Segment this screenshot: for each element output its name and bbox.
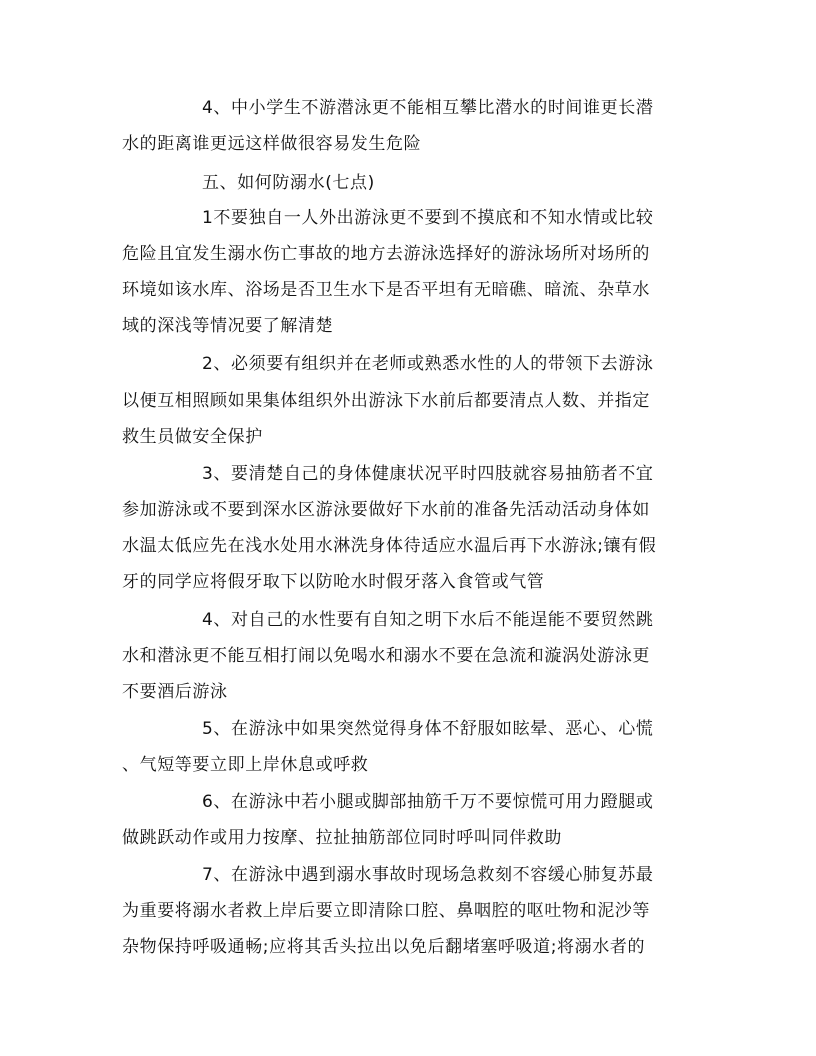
paragraph-line: 水的距离谁更远这样做很容易发生危险	[122, 134, 422, 154]
paragraph-line: 4、对自己的水性要有自知之明下水后不能逞能不要贸然跳	[202, 610, 654, 630]
paragraph-line: 牙的同学应将假牙取下以防呛水时假牙落入食管或气管	[122, 572, 545, 592]
paragraph-line: 7、在游泳中遇到溺水事故时现场急救刻不容缓心肺复苏最	[202, 865, 654, 885]
paragraph-line: 水和潜泳更不能互相打闹以免喝水和溺水不要在急流和漩涡处游泳更	[122, 646, 650, 666]
paragraph-line: 做跳跃动作或用力按摩、拉扯抽筋部位同时呼叫同伴救助	[122, 828, 562, 848]
paragraph-line: 6、在游泳中若小腿或脚部抽筋千万不要惊慌可用力蹬腿或	[202, 792, 654, 812]
paragraph-line: 环境如该水库、浴场是否卫生水下是否平坦有无暗礁、暗流、杂草水	[122, 280, 650, 300]
paragraph-line: 4、中小学生不游潜泳更不能相互攀比潜水的时间谁更长潜	[202, 98, 654, 118]
paragraph-line: 域的深浅等情况要了解清楚	[122, 316, 334, 336]
paragraph-line: 不要酒后游泳	[122, 682, 228, 702]
paragraph-line: 救生员做安全保护	[122, 427, 263, 447]
paragraph-line: 杂物保持呼吸通畅;应将其舌头拉出以免后翻堵塞呼吸道;将溺水者的	[122, 937, 646, 957]
paragraph-line: 2、必须要有组织并在老师或熟悉水性的人的带领下去游泳	[202, 354, 654, 374]
paragraph-line: 水温太低应先在浅水处用水淋洗身体待适应水温后再下水游泳;镶有假	[122, 536, 657, 556]
paragraph-line: 、气短等要立即上岸休息或呼救	[122, 755, 369, 775]
paragraph-line: 为重要将溺水者救上岸后要立即清除口腔、鼻咽腔的呕吐物和泥沙等	[122, 901, 650, 921]
paragraph-line: 危险且宜发生溺水伤亡事故的地方去游泳选择好的游泳场所对场所的	[122, 244, 650, 264]
section-heading: 五、如何防溺水(七点)	[202, 173, 375, 193]
paragraph-line: 以便互相照顾如果集体组织外出游泳下水前后都要清点人数、并指定	[122, 391, 650, 411]
paragraph-line: 5、在游泳中如果突然觉得身体不舒服如眩晕、恶心、心慌	[202, 719, 654, 739]
paragraph-line: 参加游泳或不要到深水区游泳要做好下水前的准备先活动活动身体如	[122, 500, 650, 520]
paragraph-line: 3、要清楚自己的身体健康状况平时四肢就容易抽筋者不宜	[202, 464, 654, 484]
paragraph-line: 1不要独自一人外出游泳更不要到不摸底和不知水情或比较	[202, 208, 654, 228]
